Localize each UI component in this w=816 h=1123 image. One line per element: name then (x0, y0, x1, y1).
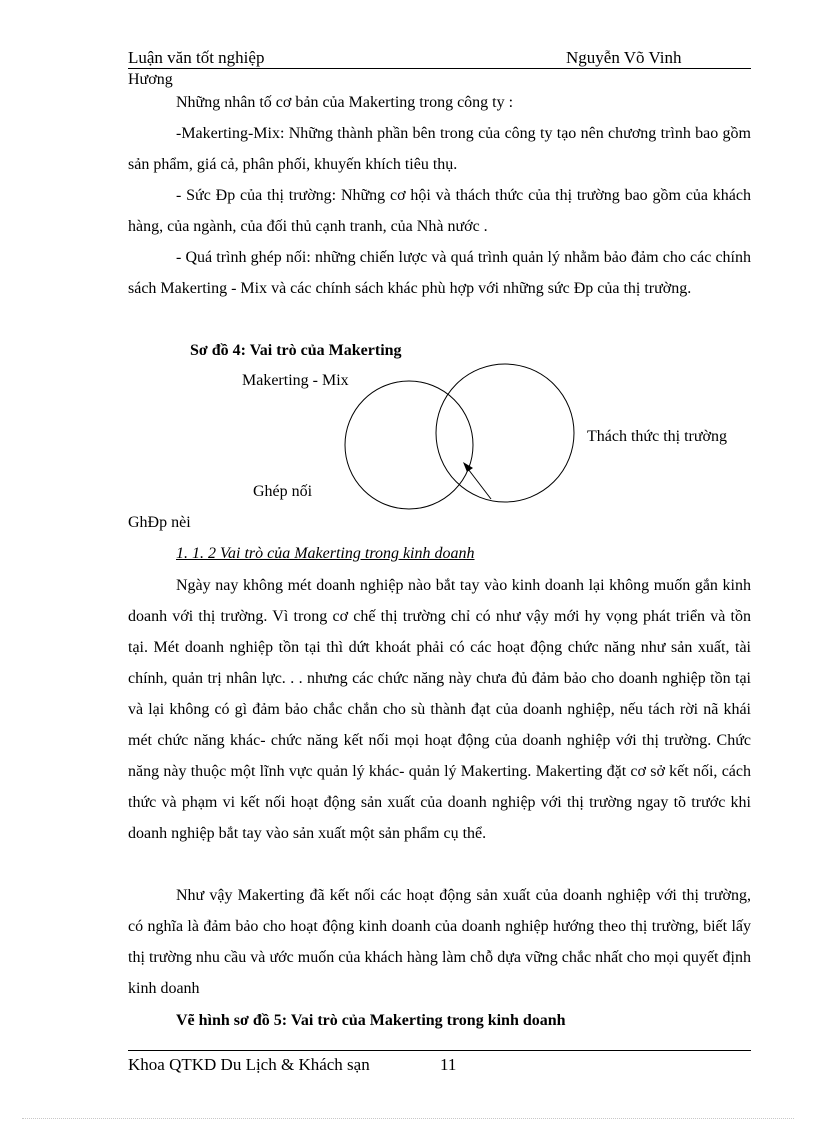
intro-title-line: Những nhân tố cơ bản của Makerting trong công ty : (176, 94, 514, 111)
diagram-label-mix: Makerting - Mix (242, 372, 349, 389)
section-paragraph-1: Ngày nay không mét doanh nghiệp nào bắt tay vào kinh doanh lại không muốn gắn kinh doanh với thị trường. Vì trong cơ chế thị trường chỉ có như vậy mới hy vọng phát triển và tồn tại. Mét doanh nghiệp tồn tại thì dứt khoát phải có các hoạt động chức năng như sản xuất, tài chính, quản trị nhân lực. . . nhưng các chức năng này chưa đủ đảm bảo cho doanh nghiệp tồn tại và lại không có gì đảm bảo chắc chắn cho sù thành đạt của doanh nghiệp, nếu tách rời nã khái mét chức năng khác- chức năng kết nối mọi hoạt động của doanh nghiệp với thị trường. Chức năng này thuộc một lĩnh vực quản lý khác- quản lý Makerting. Makerting đặt cơ sở kết nối, cách thức và phạm vi kết nối hoạt động sản xuất của doanh nghiệp với thị trường ngay tõ trước khi doanh nghiệp bắt tay vào sản xuất một sản phẩm cụ thể. (128, 577, 751, 842)
page-bottom-edge (22, 1118, 794, 1119)
header-right: Nguyễn Võ Vinh (566, 48, 682, 67)
intro-pressure-paragraph: - Sức Đp của thị trường: Những cơ hội và thách thức của thị trường bao gồm của khách hàng, của ngành, của đối thủ cạnh tranh, của Nhà nước . (128, 187, 751, 235)
circle-mix (345, 381, 473, 509)
diagram-label-coupling: Ghép nối (253, 483, 313, 500)
header-left: Luận văn tốt nghiệp (128, 48, 265, 67)
header-continued: Hương (128, 71, 173, 88)
footer-left: Khoa QTKD Du Lịch & Khách sạn (128, 1055, 370, 1074)
next-diagram-title: Vẽ hình sơ đồ 5: Vai trò của Makerting trong kinh doanh (176, 1012, 566, 1029)
section-paragraph-2: Như vậy Makerting đã kết nối các hoạt động sản xuất của doanh nghiệp với thị trường, có nghĩa là đảm bảo cho hoạt động kinh doanh của doanh nghiệp hướng theo thị trường, biết lấy thị trường nhu cầu và ước muốn của khách hàng làm chỗ dựa vững chắc nhất cho mọi quyết định kinh doanh (128, 887, 751, 997)
page-number: 11 (440, 1055, 457, 1074)
diagram-title: Sơ đồ 4: Vai trò của Makerting (190, 342, 402, 359)
intro-coupling-paragraph: - Quá trình ghép nối: những chiến lược và quá trình quản lý nhằm bảo đảm cho các chính sách Makerting - Mix và các chính sách khác phù hợp với những sức Đp của thị trường. (128, 249, 751, 297)
section-heading: 1. 1. 2 Vai trò của Makerting trong kinh doanh (176, 545, 475, 562)
diagram-label-challenge: Thách thức thị trường (587, 428, 727, 445)
circle-market (436, 364, 574, 502)
intro-mix-paragraph: -Makerting-Mix: Những thành phần bên trong của công ty tạo nên chương trình bao gồm sản phẩm, giá cả, phân phối, khuyến khích tiêu thụ. (128, 125, 751, 173)
arrow-head (463, 462, 473, 472)
diagram-stray-label: GhĐp nèi (128, 514, 191, 531)
footer-rule (128, 1050, 751, 1051)
